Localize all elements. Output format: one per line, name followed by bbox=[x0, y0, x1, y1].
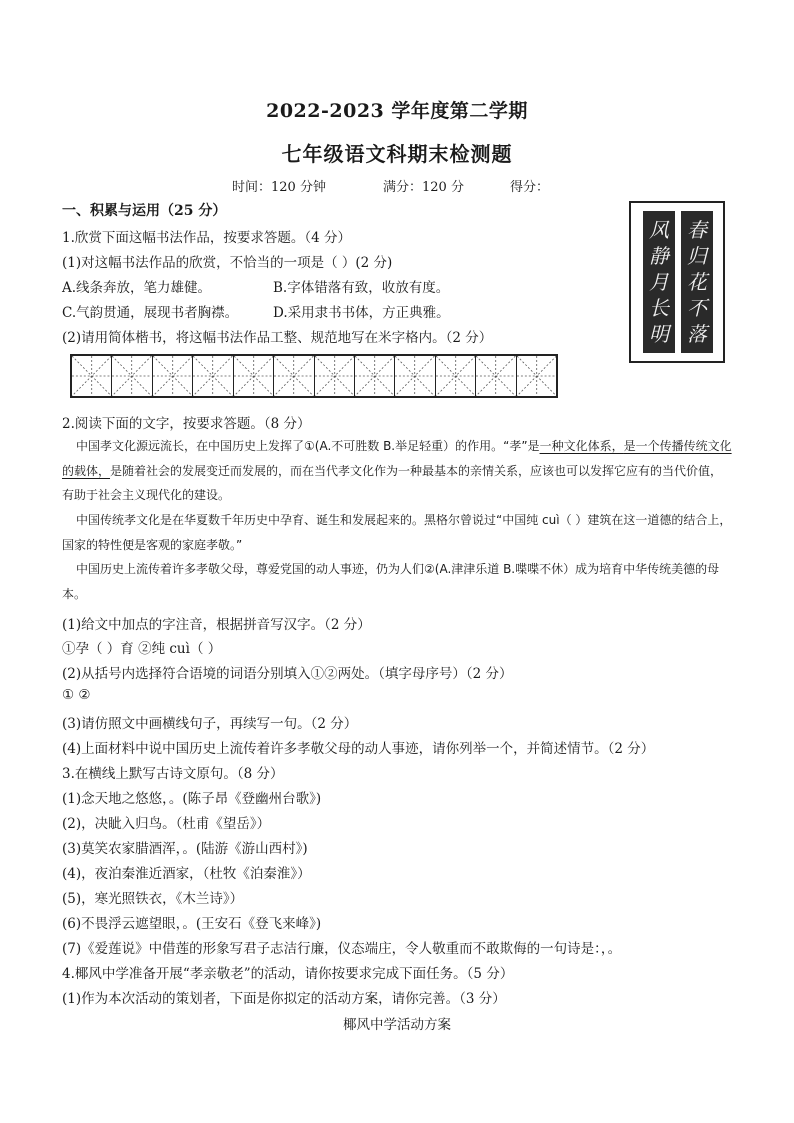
calligraphy-left-column bbox=[643, 211, 675, 353]
q2-sub4: (4)上面材料中说中国历史上流传着许多孝敬父母的动人事迹，请你列举一个，并简述情节。（2 分） bbox=[62, 741, 655, 757]
q4-sub1: (1)作为本次活动的策划者，下面是你拟定的活动方案，请你完善。（3 分） bbox=[62, 991, 506, 1007]
q2-sub2-blanks[interactable]: ① ② bbox=[62, 687, 91, 703]
calli-char: 落 bbox=[687, 322, 707, 346]
q3-line-3: (3)莫笑农家腊酒浑，。(陆游《游山西村》) bbox=[62, 841, 308, 857]
q2-sub1-blanks[interactable]: ①孕（ ）育 ②纯 cuì（ ） bbox=[62, 641, 222, 657]
q2-p1-text-b: 是随着社会的发展变迁而发展的，而在当代孝文化作为一种最基本的亲情关系，应该也可以发挥它应有的当代价值，有助于社会主义现代化的建设。 bbox=[62, 463, 723, 502]
calli-char: 明 bbox=[649, 322, 669, 346]
q3-line-5: (5)，寒光照铁衣，《木兰诗》） bbox=[62, 891, 244, 907]
time-info: 时间：120 分钟 bbox=[232, 180, 326, 195]
q2-p3-text: 中国历史上流传着许多孝敬父母，尊爱党国的动人事迹，仍为人们②(A.津津乐道 B.喋喋不休）成为培育中华传统美德的母本。 bbox=[62, 562, 720, 601]
calli-char: 花 bbox=[687, 270, 707, 294]
q3-line-6: (6)不畏浮云遮望眼，。(王安石《登飞来峰》) bbox=[62, 916, 322, 932]
q2-stem: 2.阅读下面的文字，按要求答题。（8 分） bbox=[62, 416, 311, 432]
mi-grid-cell[interactable] bbox=[72, 356, 112, 396]
mi-grid-cell[interactable] bbox=[355, 356, 395, 396]
q1-option-d: D.采用隶书书体，方正典雅。 bbox=[273, 305, 450, 321]
activity-plan-title: 椰风中学活动方案 bbox=[343, 1017, 451, 1033]
mi-grid-cell[interactable] bbox=[193, 356, 233, 396]
calli-char: 长 bbox=[649, 296, 669, 320]
calli-char: 风 bbox=[649, 218, 669, 242]
calligraphy-image bbox=[629, 201, 725, 363]
exam-subtitle: 七年级语文科期末检测题 bbox=[281, 142, 513, 166]
q2-p1-underlined-1: 一种文化体系， bbox=[539, 439, 624, 453]
q2-passage-paragraph-3 bbox=[62, 557, 734, 606]
q3-line-4: (4)，夜泊秦淮近酒家，（杜牧《泊秦淮》） bbox=[62, 866, 311, 882]
q3-line-2: (2)，决眦入归鸟。（杜甫《望岳》） bbox=[62, 816, 271, 832]
q2-sub1: (1)给文中加点的字注音，根据拼音写汉字。（2 分） bbox=[62, 617, 371, 633]
q2-sub2: (2)从括号内选择符合语境的词语分别填入①②两处。（填字母序号）（2 分） bbox=[62, 666, 513, 682]
mi-grid-cell[interactable] bbox=[274, 356, 314, 396]
q2-p1-text-a: 中国孝文化源远流长，在中国历史上发挥了①(A.不可胜数 B.举足轻重）的作用。“孝”是 bbox=[76, 439, 540, 453]
calli-char: 春 bbox=[687, 218, 707, 242]
q1-option-b: B.字体错落有致，收放有度。 bbox=[273, 280, 450, 296]
q2-p1-underlined-2: 是一个传播传统文化的载体， bbox=[62, 439, 732, 478]
q1-stem: 1.欣赏下面这幅书法作品，按要求答题。（4 分） bbox=[62, 230, 352, 246]
mi-character-grid[interactable] bbox=[70, 354, 558, 398]
q3-line-1: (1)念天地之悠悠，。(陈子昂《登幽州台歌》) bbox=[62, 791, 322, 807]
q1-sub2: (2)请用简体楷书，将这幅书法作品工整、规范地写在米字格内。（2 分） bbox=[62, 330, 493, 346]
mi-grid-cell[interactable] bbox=[315, 356, 355, 396]
q3-stem: 3.在横线上默写古诗文原句。（8 分） bbox=[62, 766, 284, 782]
q2-p2-text: 中国传统孝文化是在华夏数千年历史中孕育、诞生和发展起来的。黑格尔曾说过“中国纯 cuì（ ）建筑在这一道德的结合上，国家的特性便是客观的家庭孝敬。” bbox=[62, 513, 732, 552]
mi-grid-cell[interactable] bbox=[153, 356, 193, 396]
calli-char: 月 bbox=[649, 270, 669, 294]
mi-grid-cell[interactable] bbox=[234, 356, 274, 396]
calligraphy-right-column bbox=[681, 211, 713, 353]
full-score-info: 满分：120 分 bbox=[383, 180, 464, 195]
q2-passage-paragraph-2 bbox=[62, 508, 734, 557]
q1-sub1: (1)对这幅书法作品的欣赏，不恰当的一项是（ ）(2 分) bbox=[62, 255, 393, 271]
q1-option-c: C.气韵贯通，展现书者胸襟。 bbox=[62, 305, 239, 321]
mi-grid-cell[interactable] bbox=[112, 356, 152, 396]
mi-grid-cell[interactable] bbox=[476, 356, 516, 396]
mi-grid-cell[interactable] bbox=[436, 356, 476, 396]
q2-sub3: (3)请仿照文中画横线句子，再续写一句。（2 分） bbox=[62, 716, 358, 732]
calli-char: 不 bbox=[687, 296, 707, 320]
score-field[interactable]: 得分： bbox=[510, 180, 550, 195]
q4-stem: 4.椰风中学准备开展“孝亲敬老”的活动，请你按要求完成下面任务。（5 分） bbox=[62, 966, 514, 982]
q1-option-a: A.线条奔放，笔力雄健。 bbox=[62, 280, 212, 296]
exam-title: 2022-2023 学年度第二学期 bbox=[266, 100, 528, 122]
mi-grid-cell[interactable] bbox=[395, 356, 435, 396]
calli-char: 归 bbox=[687, 244, 707, 268]
section-1-title: 一、积累与运用（25 分） bbox=[62, 203, 227, 219]
q3-line-7: (7)《爱莲说》中借莲的形象写君子志洁行廉，仪态端庄，令人敬重而不敢欺侮的一句诗是：，。 bbox=[62, 941, 622, 957]
mi-grid-cell[interactable] bbox=[517, 356, 556, 396]
calli-char: 静 bbox=[649, 244, 669, 268]
q2-passage-paragraph-1 bbox=[62, 434, 734, 508]
